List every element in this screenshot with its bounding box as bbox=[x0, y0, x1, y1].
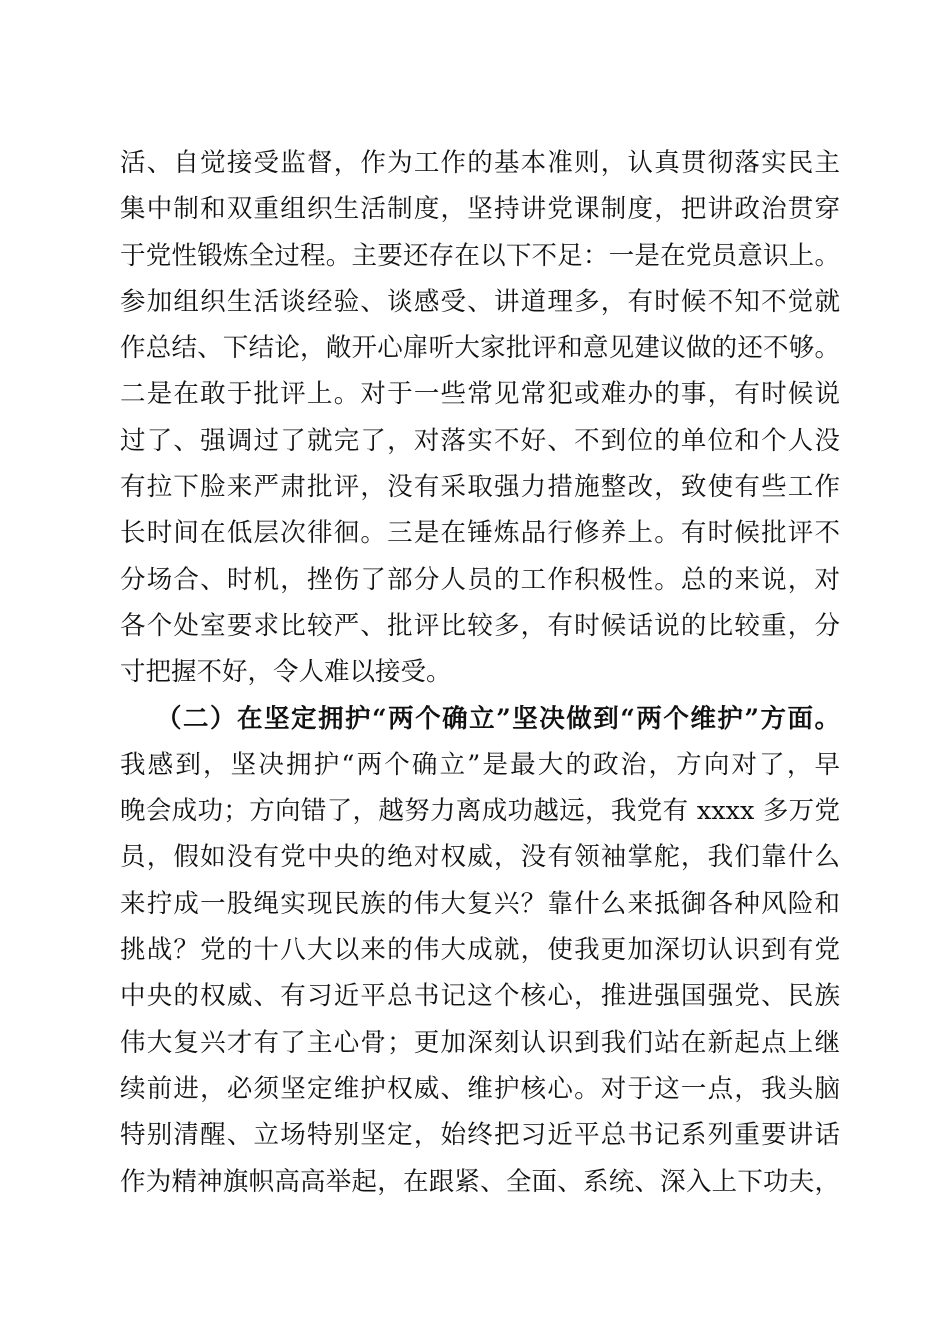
text-line: 分场合、时机，挫伤了部分人员的工作积极性。总的来说，对 bbox=[120, 564, 840, 595]
text-line: 我感到，坚决拥护“两个确立”是最大的政治，方向对了，早 bbox=[120, 749, 840, 780]
body-text bbox=[120, 140, 840, 1205]
text-line: 中央的权威、有习近平总书记这个核心，推进强国强党、民族 bbox=[120, 981, 840, 1012]
text-line: 来拧成一股绳实现民族的伟大复兴？靠什么来抵御各种风险和 bbox=[120, 888, 840, 919]
text-line: 员，假如没有党中央的绝对权威，没有领袖掌舵，我们靠什么 bbox=[120, 842, 840, 873]
text-line: 过了、强调过了就完了，对落实不好、不到位的单位和个人没 bbox=[120, 425, 840, 456]
text-line: 寸把握不好，令人难以接受。 bbox=[120, 657, 452, 688]
text-line: 特别清醒、立场特别坚定，始终把习近平总书记系列重要讲话 bbox=[120, 1120, 840, 1151]
text-line: 长时间在低层次徘徊。三是在锤炼品行修养上。有时候批评不 bbox=[120, 518, 840, 549]
text-line: 续前进，必须坚定维护权威、维护核心。对于这一点，我头脑 bbox=[120, 1073, 840, 1104]
text-line: 挑战？党的十八大以来的伟大成就，使我更加深切认识到有党 bbox=[120, 935, 840, 966]
text-line: 于党性锻炼全过程。主要还存在以下不足：一是在党员意识上。 bbox=[120, 240, 840, 271]
text-line: 作为精神旗帜高高举起，在跟紧、全面、系统、深入上下功夫， bbox=[120, 1166, 840, 1197]
text-line: 有拉下脸来严肃批评，没有采取强力措施整改，致使有些工作 bbox=[120, 472, 840, 503]
text-line: 集中制和双重组织生活制度，坚持讲党课制度，把讲政治贯穿 bbox=[120, 194, 840, 225]
text-line: 参加组织生活谈经验、谈感受、讲道理多，有时候不知不觉就 bbox=[120, 286, 840, 317]
text-line: 作总结、下结论，敞开心扉听大家批评和意见建议做的还不够。 bbox=[120, 333, 840, 364]
text-line: 活、自觉接受监督，作为工作的基本准则，认真贯彻落实民主 bbox=[120, 148, 840, 178]
text-line: 二是在敢于批评上。对于一些常见常犯或难办的事，有时候说 bbox=[120, 379, 840, 410]
text-line: 各个处室要求比较严、批评比较多，有时候话说的比较重，分 bbox=[120, 610, 840, 641]
text-line: 晚会成功；方向错了，越努力离成功越远，我党有 xxxx 多万党 bbox=[120, 796, 840, 827]
section-heading-line: （二）在坚定拥护“两个确立”坚决做到“两个维护”方面。 bbox=[156, 703, 840, 734]
text-line: 伟大复兴才有了主心骨；更加深刻认识到我们站在新起点上继 bbox=[120, 1027, 840, 1058]
